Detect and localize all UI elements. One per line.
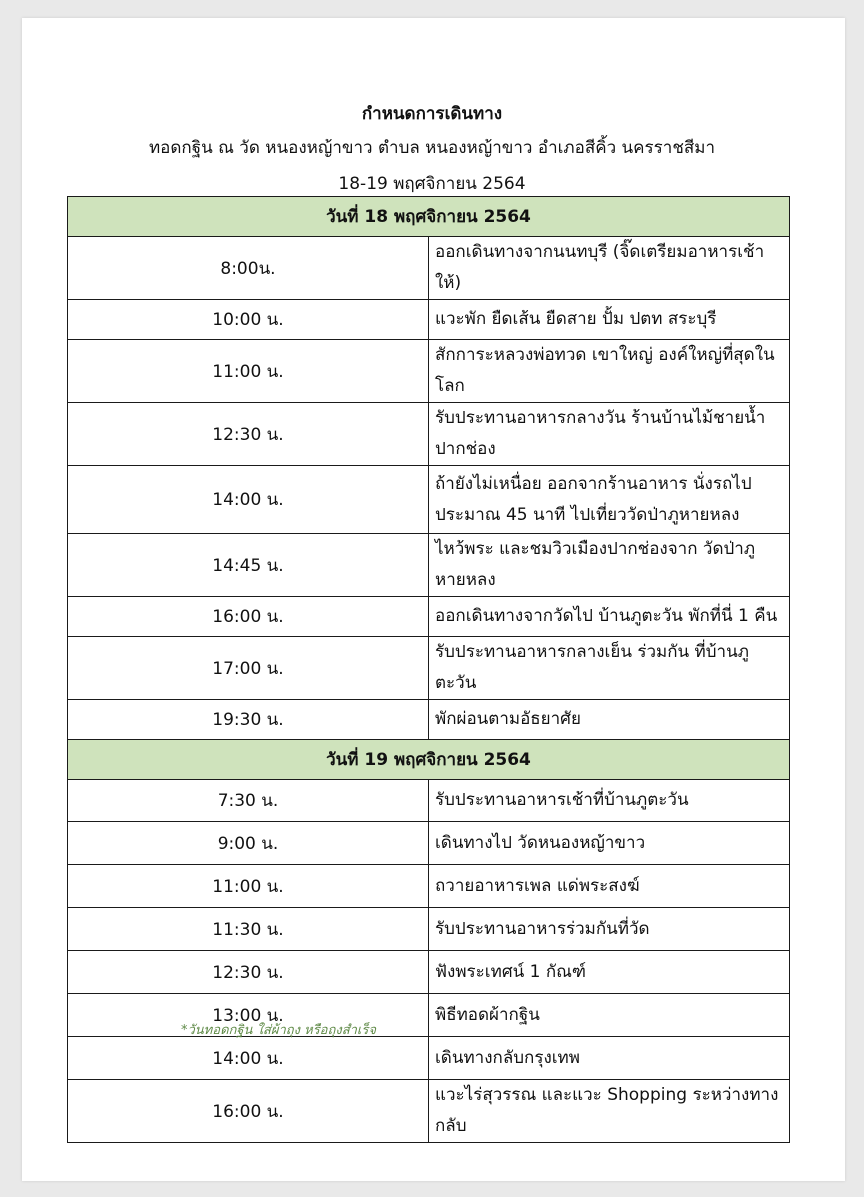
schedule-row [68, 300, 790, 340]
schedule-row [68, 951, 790, 994]
time-cell: 11:30 น. [68, 908, 429, 951]
activity-cell: รับประทานอาหารร่วมกันที่วัด [429, 908, 790, 951]
activity-cell: ออกเดินทางจากนนทบุรี (จิ๊ดเตรียมอาหารเช้าให้) [429, 237, 790, 300]
schedule-row [68, 994, 790, 1037]
schedule-row [68, 637, 790, 700]
day-heading: วันที่ 18 พฤศจิกายน 2564 [68, 197, 790, 237]
schedule-row [68, 780, 790, 822]
activity-cell: แวะไร่สุวรรณ และแวะ Shopping ระหว่างทางกลับ [429, 1080, 790, 1143]
activity-cell: ออกเดินทางจากวัดไป บ้านภูตะวัน พักที่นี่ 1 คืน [429, 597, 790, 637]
time-cell: 9:00 น. [68, 822, 429, 865]
activity-cell: ฟังพระเทศน์ 1 กัณฑ์ [429, 951, 790, 994]
activity-cell: รับประทานอาหารกลางเย็น ร่วมกัน ที่บ้านภูตะวัน [429, 637, 790, 700]
activity-cell: แวะพัก ยืดเส้น ยืดสาย ปั้ม ปตท สระบุรี [429, 300, 790, 340]
schedule-row [68, 1037, 790, 1080]
time-cell: 17:00 น. [68, 637, 429, 700]
time-cell: 10:00 น. [68, 300, 429, 340]
activity-cell: รับประทานอาหารเช้าที่บ้านภูตะวัน [429, 780, 790, 822]
time-cell: 7:30 น. [68, 780, 429, 822]
schedule-row [68, 822, 790, 865]
time-cell: 14:00 น. [68, 466, 429, 534]
schedule-row [68, 865, 790, 908]
schedule-table [67, 196, 790, 1143]
schedule-row [68, 700, 790, 740]
schedule-row [68, 597, 790, 637]
activity-cell: พักผ่อนตามอัธยาศัย [429, 700, 790, 740]
time-cell: 13:00 น. [68, 994, 429, 1037]
schedule-row [68, 237, 790, 300]
time-cell: 12:30 น. [68, 403, 429, 466]
activity-cell: ไหว้พระ และชมวิวเมืองปากช่องจาก วัดป่าภูหายหลง [429, 534, 790, 597]
footnote: *วันทอดกฐิน ใส่ผ้าถุง หรือถุงสำเร็จ [181, 1023, 376, 1038]
activity-cell: สักการะหลวงพ่อทวด เขาใหญ่ องค์ใหญ่ที่สุดในโลก [429, 340, 790, 403]
schedule-row [68, 908, 790, 951]
page-dates: 18-19 พฤศจิกายน 2564 [338, 174, 526, 194]
time-cell: 14:45 น. [68, 534, 429, 597]
time-cell: 16:00 น. [68, 597, 429, 637]
schedule-row [68, 340, 790, 403]
day-header-row [68, 740, 790, 780]
schedule-row [68, 403, 790, 466]
activity-cell: พิธีทอดผ้ากฐิน [429, 994, 790, 1037]
time-cell: 12:30 น. [68, 951, 429, 994]
time-cell: 8:00น. [68, 237, 429, 300]
activity-cell: ถ้ายังไม่เหนื่อย ออกจากร้านอาหาร นั่งรถไปประมาณ 45 นาที ไปเที่ยววัดป่าภูหายหลง [429, 466, 790, 534]
activity-cell: ถวายอาหารเพล แด่พระสงฆ์ [429, 865, 790, 908]
time-cell: 11:00 น. [68, 340, 429, 403]
activity-cell: รับประทานอาหารกลางวัน ร้านบ้านไม้ชายน้ำ ปากช่อง [429, 403, 790, 466]
schedule-row [68, 1080, 790, 1143]
schedule-row [68, 466, 790, 534]
time-cell: 11:00 น. [68, 865, 429, 908]
page-title: กำหนดการเดินทาง [361, 104, 503, 124]
page-subtitle: ทอดกฐิน ณ วัด หนองหญ้าขาว ตำบล หนองหญ้าขาว อำเภอสีคิ้ว นครราชสีมา [148, 138, 716, 158]
activity-cell: เดินทางกลับกรุงเทพ [429, 1037, 790, 1080]
activity-cell: เดินทางไป วัดหนองหญ้าขาว [429, 822, 790, 865]
day-heading: วันที่ 19 พฤศจิกายน 2564 [68, 740, 790, 780]
day-header-row [68, 197, 790, 237]
time-cell: 19:30 น. [68, 700, 429, 740]
schedule-row [68, 534, 790, 597]
time-cell: 14:00 น. [68, 1037, 429, 1080]
time-cell: 16:00 น. [68, 1080, 429, 1143]
